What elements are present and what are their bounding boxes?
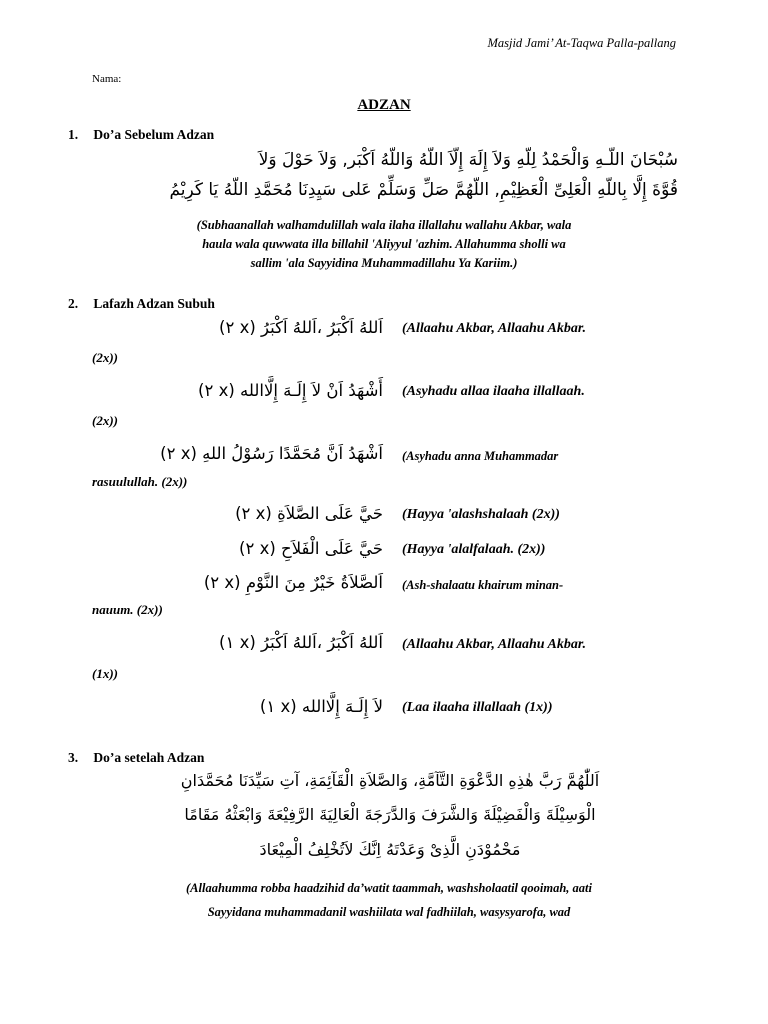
name-label: Nama: [92,73,122,85]
section-1-translit-line-2: haula wala quwwata illa billahil 'Aliyyul 'azhim. Allahumma sholli wa [202,237,566,251]
adzan-row-2-latin: (Asyhadu allaa ilaaha illallaah. [402,384,585,399]
section-1-number: 1. [68,127,79,142]
section-3-arabic-line-3: مَحْمُوْدَنِ الَّذِىْ وَعَدْتَهُ اِنَّكَ لاَتُخْلِفُ الْمِيْعَادَ [259,840,521,859]
section-2-title: Lafazh Adzan Subuh [93,296,215,311]
page-title: ADZAN [357,97,411,113]
section-3-transliteration [90,876,688,924]
section-3-arabic-line-1: اَللّٰهُمَّ رَبَّ هٰذِهِ الدَّعْوَةِ التَّآمَّةِ، وَالصَّلاَةِ الْقَآئِمَةِ، آتِ سَيِّدَنَا مُحَمَّدَانِ [180,771,600,790]
section-1-heading [68,127,214,143]
adzan-row-2-arabic: أَشْهَدُ اَنْ لاَ إِلَـهَ إِلَّاالله (x ٢) [198,381,383,400]
adzan-row-7-latin: (Allaahu Akbar, Allaahu Akbar. [402,637,587,652]
section-2-number: 2. [68,296,79,311]
section-3-translit-line-2: Sayyidana muhammadanil washiilata wal fadhiilah, wasysyarofa, wad [207,905,571,919]
adzan-row-5-latin: (Hayya 'alalfalaah. (2x)) [402,542,546,557]
adzan-row-5-arabic: حَيَّ عَلَى الْفَلاَحِ (x ٢) [239,539,383,558]
section-3-number: 3. [68,750,79,765]
section-3-arabic-line-2: الْوَسِيْلَةَ وَالْفَضِيْلَةَ وَالشَّرَفَ وَالدَّرَجَةَ الْعَالِيَةَ الرَّفِيْعَةَ وَابْعَثْهُ مَقَامًا [184,805,596,824]
section-3-translit-line-1: (Allaahumma robba haadzihid da’watit taammah, washsholaatil qooimah, aati [186,881,592,895]
adzan-row-6-latin: (Ash-shalaatu khairum minan- [402,578,564,592]
section-1-translit-line-1: (Subhaanallah walhamdulillah wala ilaha illallahu wallahu Akbar, wala [196,218,572,232]
section-1-translit-line-3: sallim 'ala Sayyidina Muhammadillahu Ya Kariim.) [250,256,518,270]
adzan-row-3-latin: (Asyhadu anna Muhammadar [402,449,559,463]
section-2-heading [68,296,215,312]
adzan-row-1-repeat: (2x)) [92,350,118,365]
adzan-row-3-arabic: اَشْهَدُ اَنَّ مُحَمَّدًا رَسُوْلُ اللهِ (x ٢) [160,444,383,463]
adzan-row-7-repeat: (1x)) [92,666,118,681]
adzan-row-6-repeat: nauum. (2x)) [92,602,163,617]
adzan-row-1-arabic: اَللهُ اَكْبَرُ ،اَللهُ اَكْبَرُ (x ٢) [219,318,383,337]
section-1-title: Do’a Sebelum Adzan [93,127,215,142]
adzan-row-2-repeat: (2x)) [92,413,118,428]
adzan-row-6-arabic: اَلصَّلاَةُ خَيْرٌ مِنَ النَّوْمِ (x ٢) [203,573,383,592]
adzan-row-4-latin: (Hayya 'alashshalaah (2x)) [402,507,560,522]
section-1-arabic-line-1: سُبْحَانَ اللّـهِ وَالْحَمْدُ لِلّهِ وَلاَ إِلَهَ إِلّاَ اللّهُ وَاللّهُ اَكْبَر, وَلاَ حَوْلَ وَلاَ [258,150,678,170]
adzan-row-8-arabic: لاَ إِلَـهَ إِلَّاالله (x ١) [259,697,383,716]
section-3-title: Do’a setelah Adzan [93,750,205,765]
adzan-row-7-arabic: اَللهُ اَكْبَرُ ،اَللهُ اَكْبَرُ (x ١) [219,633,383,652]
adzan-row-1-latin: (Allaahu Akbar, Allaahu Akbar. [402,321,587,336]
section-3-heading [68,750,204,766]
adzan-row-8-latin: (Laa ilaaha illallaah (1x)) [402,700,553,715]
adzan-row-4-arabic: حَيَّ عَلَى الصَّلاَةِ (x ٢) [235,504,383,523]
adzan-row-3-repeat: rasuulullah. (2x)) [92,474,188,489]
section-1-arabic-line-2: قُوَّةَ إِلَّا بِاللّهِ الْعَلِىِّ الْعَظِيْمِ, اللّهُمَّ صَلِّ وَسَلِّمْ عَلى سَيِدِنَا مُحَمَّدِ اللّهُ يَا كَرِيْمُ [169,180,678,200]
org-header: Masjid Jami’ At-Taqwa Palla-pallang [487,36,676,50]
section-1-transliteration [110,216,658,273]
